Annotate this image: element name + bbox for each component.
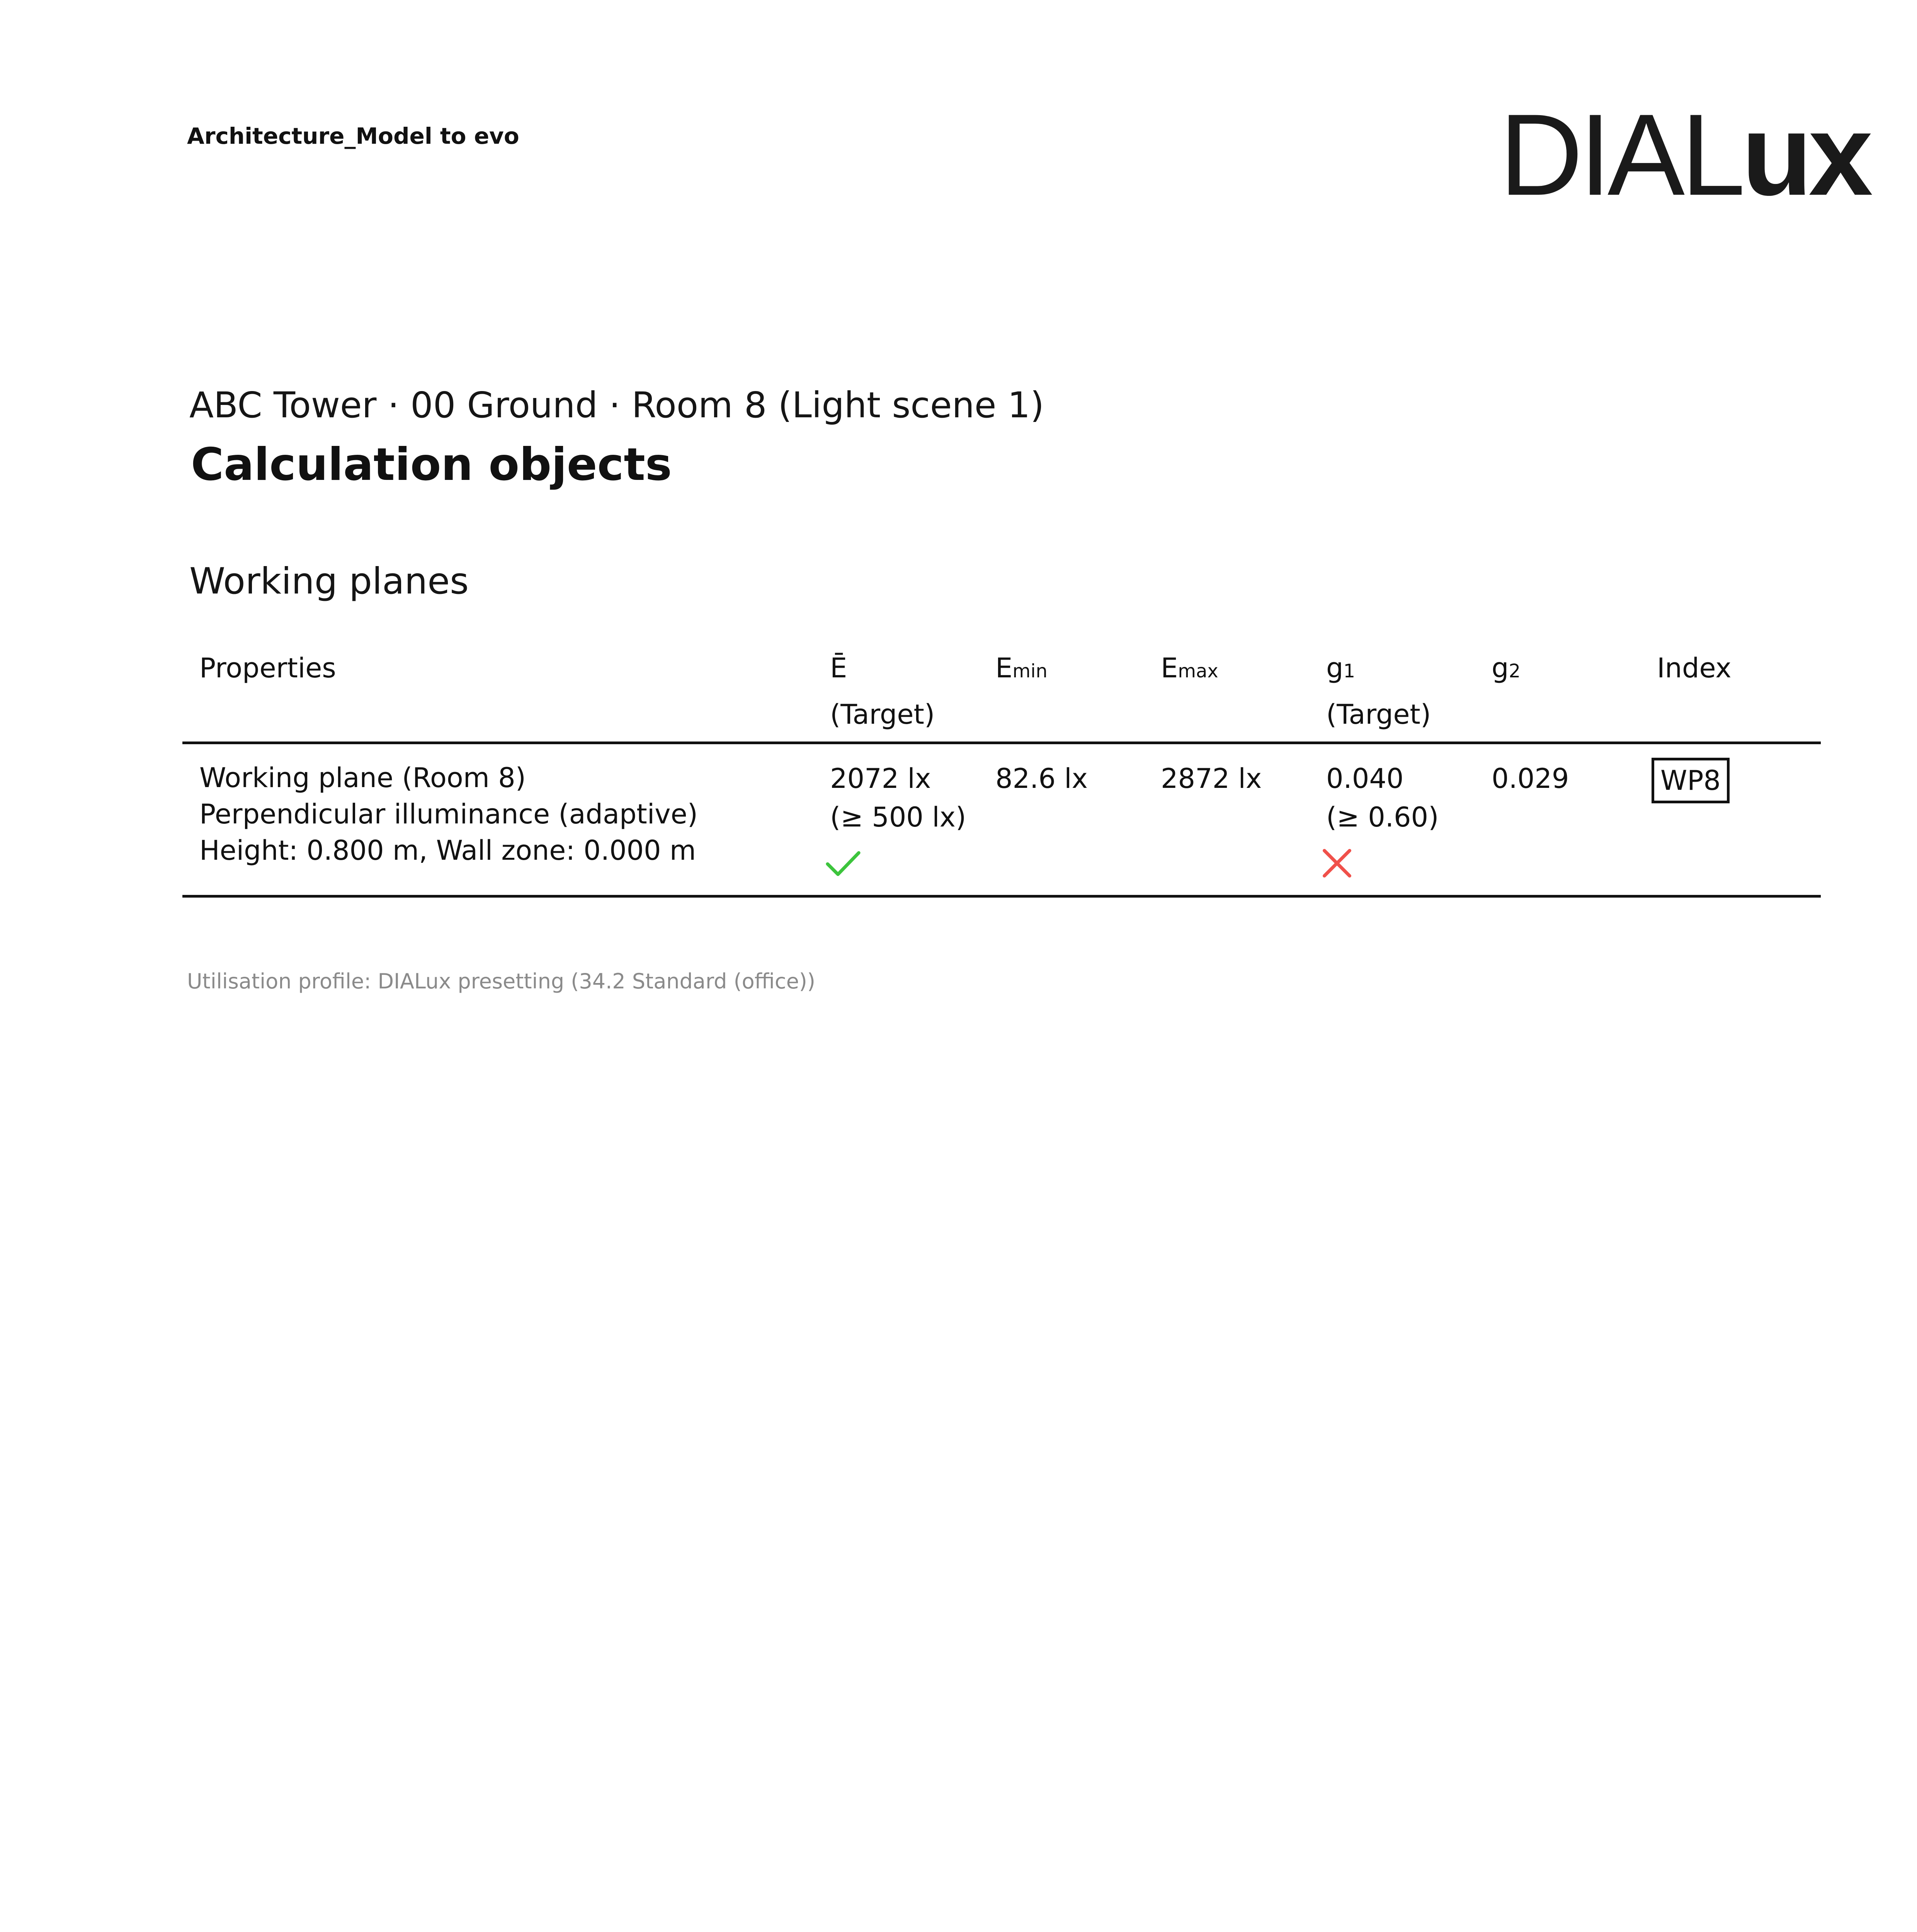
table-row-properties	[199, 760, 698, 869]
property-line: Perpendicular illuminance (adaptive)	[199, 798, 698, 830]
header-g2-base: g	[1492, 652, 1509, 684]
table-header-divider	[182, 742, 1821, 744]
breadcrumb: ABC Tower · 00 Ground · Room 8 (Light scene 1)	[189, 384, 1044, 426]
value-g2: 0.029	[1492, 763, 1569, 794]
document-title: Architecture_Model to evo	[187, 123, 519, 149]
header-g1	[1326, 649, 1355, 690]
logo-part-dial: DIAL	[1499, 90, 1742, 219]
dialux-logo	[1499, 90, 1869, 219]
cross-icon	[1318, 845, 1356, 882]
value-e-max: 2872 lx	[1161, 763, 1262, 794]
logo-part-ux: ux	[1741, 90, 1869, 219]
table-bottom-divider	[182, 895, 1821, 898]
value-g1: 0.040	[1326, 763, 1404, 794]
header-g1-base: g	[1326, 652, 1344, 684]
property-line: Working plane (Room 8)	[199, 762, 526, 794]
header-g1-sub: 1	[1343, 660, 1355, 682]
header-e-avg-target: (Target)	[830, 699, 935, 730]
value-g1-target: (≥ 0.60)	[1326, 801, 1439, 833]
index-badge: WP8	[1652, 758, 1730, 803]
header-e-min	[995, 649, 1048, 690]
value-e-min: 82.6 lx	[995, 763, 1088, 794]
header-g2	[1492, 649, 1521, 690]
header-g1-target: (Target)	[1326, 699, 1431, 730]
header-e-max	[1161, 649, 1218, 690]
property-line: Height: 0.800 m, Wall zone: 0.000 m	[199, 835, 696, 866]
value-e-avg: 2072 lx	[830, 763, 931, 794]
header-e-min-base: E	[995, 652, 1013, 684]
section-title-working-planes: Working planes	[189, 560, 469, 602]
check-icon	[825, 845, 862, 882]
header-e-max-sub: max	[1178, 660, 1218, 682]
header-e-avg: Ē	[830, 652, 847, 684]
value-e-avg-target: (≥ 500 lx)	[830, 801, 966, 833]
header-e-min-sub: min	[1012, 660, 1048, 682]
header-g2-sub: 2	[1509, 660, 1521, 682]
page-title: Calculation objects	[191, 439, 672, 491]
header-e-max-base: E	[1161, 652, 1178, 684]
utilisation-profile-note: Utilisation profile: DIALux presetting (34.2 Standard (office))	[187, 969, 815, 993]
header-index: Index	[1657, 652, 1732, 684]
header-properties: Properties	[199, 652, 336, 684]
